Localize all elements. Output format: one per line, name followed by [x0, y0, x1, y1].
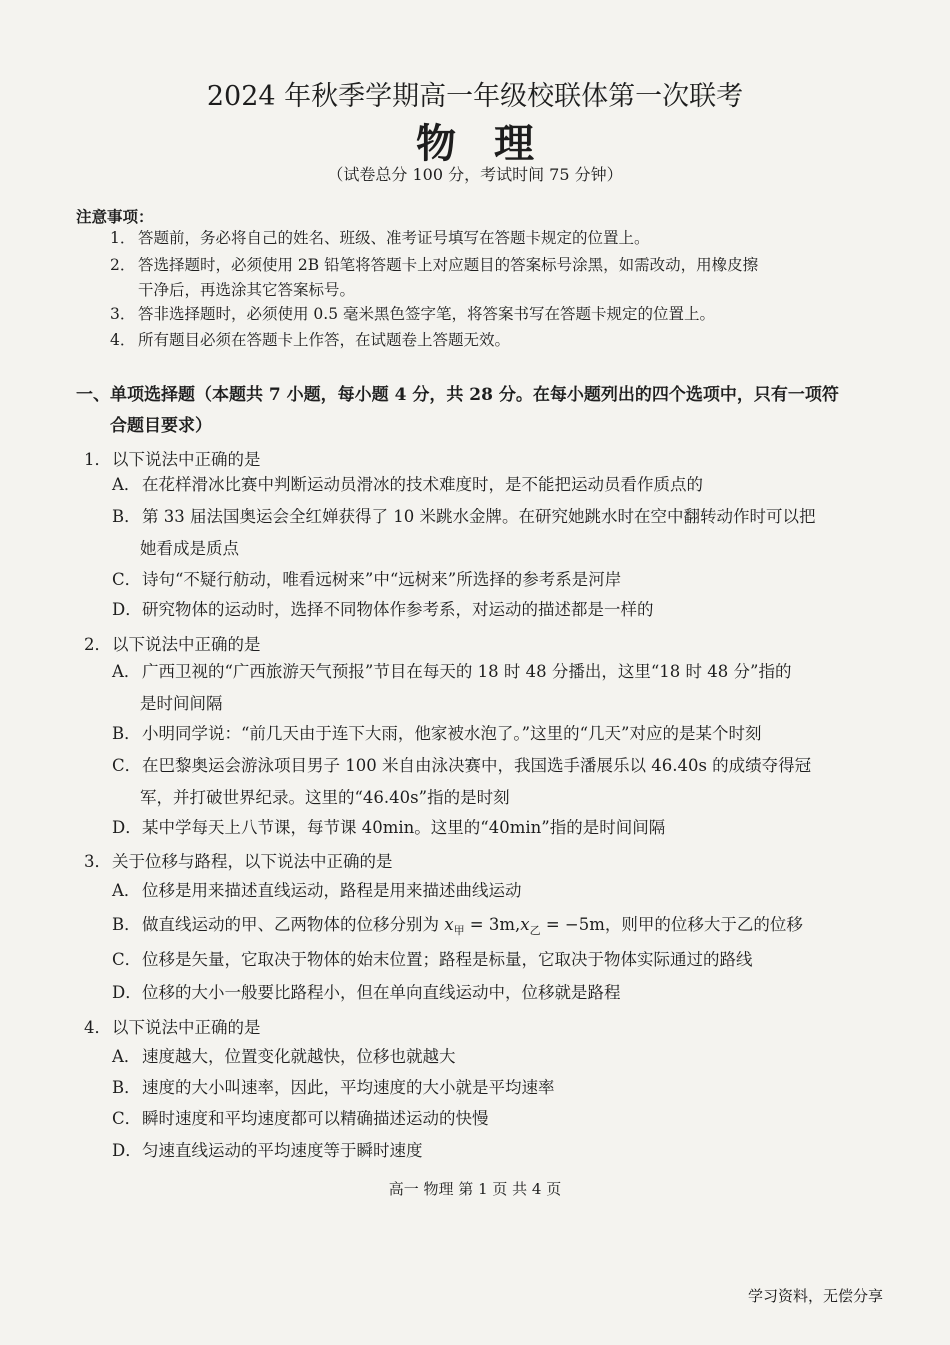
section-heading-line: 一、单项选择题（本题共 7 小题，每小题 4 分，共 28 分。在每小题列出的四个选项中，只有一项符 [76, 385, 839, 405]
option-key: C． [112, 756, 142, 775]
option-key: D． [112, 983, 142, 1002]
note-item [110, 253, 870, 303]
option-text-post: ，则甲的位移大于乙的位移 [604, 915, 803, 934]
option-text: 诗句“不疑行舫动，唯看远树来”中“远树来”所选择的参考系是河岸 [142, 570, 622, 589]
question-stem: 关于位移与路程，以下说法中正确的是 [112, 852, 393, 871]
option-c [112, 564, 860, 596]
option-text: 位移是用来描述直线运动，路程是用来描述曲线运动 [142, 881, 522, 900]
option-text: 位移是矢量，它取决于物体的始末位置；路程是标量，它取决于物体实际通过的路线 [142, 950, 753, 969]
option-text-continued: 军，并打破世界纪录。这里的“46.40s”指的是时刻 [140, 788, 510, 807]
note-item [110, 302, 870, 327]
option-c [112, 750, 860, 814]
notes-heading: 注意事项： [76, 207, 154, 226]
subject-title: 物理 [416, 120, 572, 167]
page-footer: 高一 物理 第 1 页 共 4 页 [388, 1180, 562, 1198]
option-key: D． [112, 600, 142, 619]
option-key: B． [112, 724, 141, 743]
option-key: D． [112, 1141, 142, 1160]
note-text: 答题前，务必将自己的姓名、班级、准考证号填写在答题卡规定的位置上。 [138, 229, 650, 247]
question-number: 1． [84, 450, 111, 469]
note-number: 1． [110, 229, 136, 247]
option-key: C． [112, 1109, 142, 1128]
option-text: 瞬时速度和平均速度都可以精确描述运动的快慢 [142, 1109, 489, 1128]
option-d [112, 977, 860, 1009]
note-text: 所有题目必须在答题卡上作答，在试题卷上答题无效。 [138, 331, 511, 349]
note-item [110, 226, 870, 251]
option-b [112, 1072, 860, 1104]
option-text: 小明同学说：“前几天由于连下大雨，他家被水泡了。”这里的“几天”对应的是某个时刻 [142, 724, 762, 743]
exam-title: 2024 年秋季学期高一年级校联体第一次联考 [206, 81, 744, 112]
note-text: 答选择题时，必须使用 2B 铅笔将答题卡上对应题目的答案标号涂黑，如需改动，用橡皮擦 [138, 256, 759, 274]
question-2 [84, 631, 261, 655]
question-1 [84, 446, 261, 470]
note-number: 4． [110, 331, 136, 349]
note-number: 2． [110, 256, 136, 274]
note-number: 3． [110, 305, 136, 323]
option-key: B． [112, 1078, 141, 1097]
question-number: 4． [84, 1018, 111, 1037]
option-key: C． [112, 950, 142, 969]
option-key: B． [112, 507, 141, 526]
option-d [112, 1135, 860, 1167]
option-key: B． [112, 915, 141, 934]
question-stem: 以下说法中正确的是 [112, 1018, 261, 1037]
option-text: 做直线运动的甲、乙两物体的位移分别为 [142, 915, 445, 934]
option-a [112, 1041, 860, 1073]
option-text: 速度的大小叫速率，因此，平均速度的大小就是平均速率 [142, 1078, 555, 1097]
option-d [112, 594, 860, 626]
section-heading [76, 380, 866, 442]
option-key: A． [112, 1047, 141, 1066]
option-a [112, 469, 860, 501]
option-d [112, 812, 860, 844]
exam-meta: （试卷总分 100 分，考试时间 75 分钟） [327, 165, 623, 184]
option-text: 在花样滑冰比赛中判断运动员滑冰的技术难度时，是不能把运动员看作质点的 [142, 475, 703, 494]
question-number: 2． [84, 635, 111, 654]
question-number: 3． [84, 852, 111, 871]
option-text: 广西卫视的“广西旅游天气预报”节目在每天的 18 时 48 分播出，这里“18 时 48 分”指的 [142, 662, 792, 681]
option-b [112, 909, 860, 947]
option-key: A． [112, 662, 141, 681]
option-text: 速度越大，位置变化就越快，位移也就越大 [142, 1047, 456, 1066]
option-key: C． [112, 570, 142, 589]
section-heading-continued: 合题目要求） [110, 416, 212, 436]
option-b [112, 501, 860, 565]
math-value-jia: = 3m, [464, 915, 521, 934]
option-text-continued: 是时间间隔 [140, 694, 223, 713]
option-c [112, 1103, 860, 1135]
note-text-continued: 干净后，再选涂其它答案标号。 [138, 281, 356, 299]
question-4 [84, 1014, 261, 1038]
option-text: 研究物体的运动时，选择不同物体作参考系，对运动的描述都是一样的 [142, 600, 654, 619]
option-key: A． [112, 881, 141, 900]
question-stem: 以下说法中正确的是 [112, 635, 261, 654]
option-key: A． [112, 475, 141, 494]
option-key: D． [112, 818, 142, 837]
question-3 [84, 848, 393, 872]
option-text: 某中学每天上八节课，每节课 40min。这里的“40min”指的是时间间隔 [142, 818, 666, 837]
option-text-continued: 她看成是质点 [140, 539, 239, 558]
watermark-text: 学习资料，无偿分享 [748, 1287, 884, 1305]
note-item [110, 328, 870, 353]
option-text: 匀速直线运动的平均速度等于瞬时速度 [142, 1141, 423, 1160]
question-stem: 以下说法中正确的是 [112, 450, 261, 469]
option-text: 在巴黎奥运会游泳项目男子 100 米自由泳决赛中，我国选手潘展乐以 46.40s 的成绩夺得冠 [142, 756, 812, 775]
option-text: 位移的大小一般要比路程小，但在单向直线运动中，位移就是路程 [142, 983, 621, 1002]
math-x-yi: $x_乙$ [520, 915, 541, 937]
option-a [112, 656, 860, 720]
math-value-yi: = −5m [540, 915, 605, 934]
option-a [112, 875, 860, 907]
option-b [112, 718, 860, 750]
option-text: 第 33 届法国奥运会全红婵获得了 10 米跳水金牌。在研究她跳水时在空中翻转动作时可以把 [142, 507, 816, 526]
note-text: 答非选择题时，必须使用 0.5 毫米黑色签字笔，将答案书写在答题卡规定的位置上。 [138, 305, 716, 323]
option-c [112, 944, 860, 976]
math-x-jia: $x_甲$ [444, 915, 465, 937]
